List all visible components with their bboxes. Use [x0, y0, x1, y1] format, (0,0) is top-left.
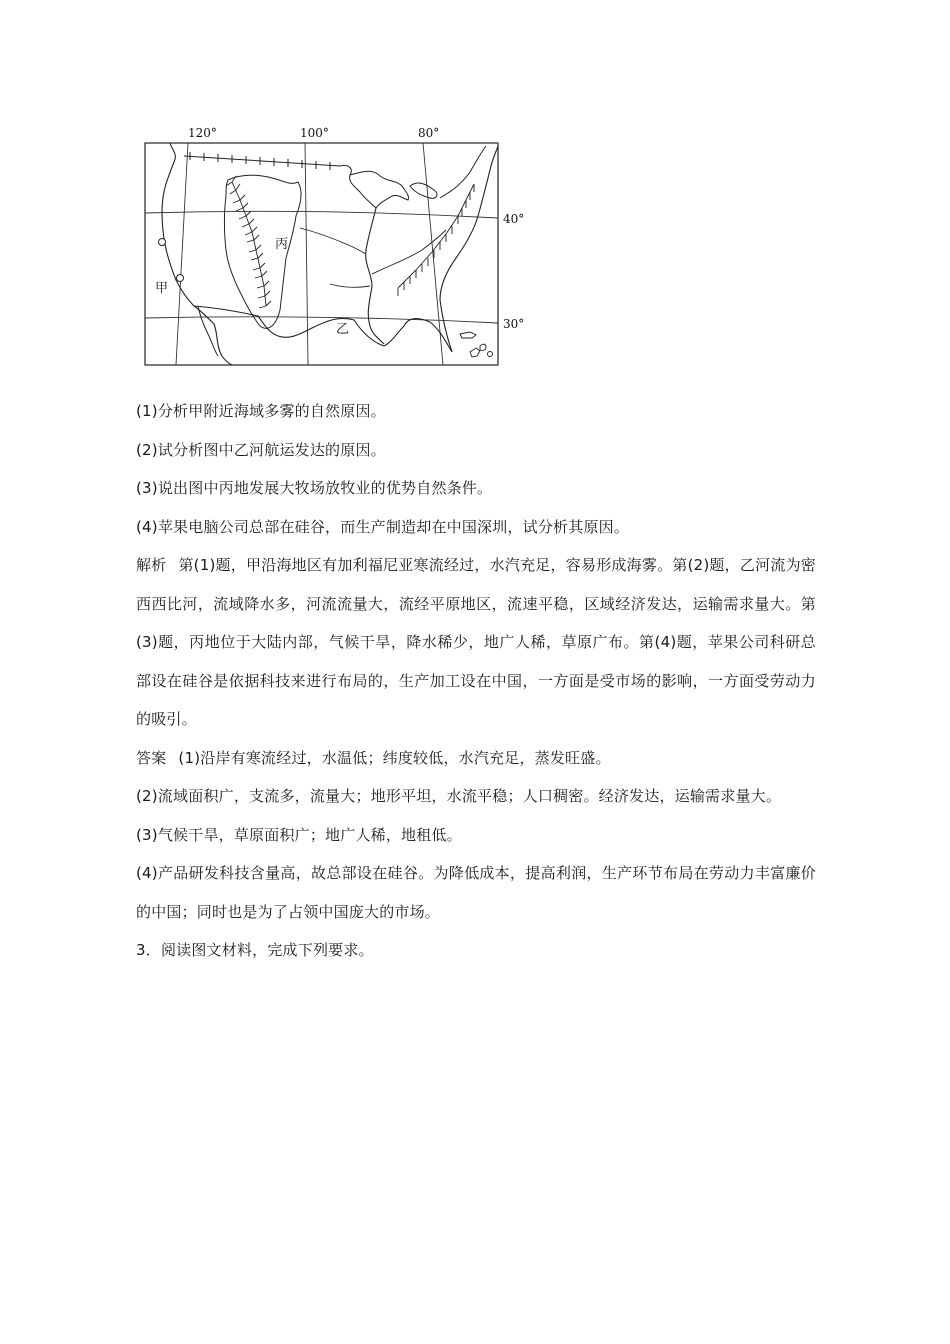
content-text: [136, 392, 816, 970]
lat-label-40: 40°: [503, 212, 525, 226]
map-frame: [145, 143, 498, 365]
city-marker-1: [159, 239, 166, 246]
island-3: [480, 344, 486, 350]
question-2: (2)试分析图中乙河航运发达的原因。: [136, 440, 386, 459]
analysis-paragraph: [136, 546, 816, 739]
map-figure: [140, 120, 540, 370]
next-question: 3．阅读图文材料，完成下列要求。: [136, 941, 374, 959]
southern-coastline: [194, 306, 452, 352]
arkansas-river: [330, 284, 370, 287]
mississippi-river: [366, 208, 384, 344]
answer-item-4: (4)产品研发科技含量高，故总部设在硅谷。为降低成本，提高利润，生产环节布局在劳动力丰富廉价的中国；同时也是为了占领中国庞大的市场。: [136, 864, 816, 921]
parallel-30: [145, 317, 498, 323]
appalachian-mountains: [398, 184, 474, 296]
plateau-outline: [225, 175, 302, 328]
great-lakes: [350, 171, 409, 208]
st-lawrence: [440, 146, 486, 198]
lat-label-30: 30°: [503, 317, 525, 331]
border-to-lakes: [340, 165, 351, 175]
meridian-120: [176, 143, 188, 365]
answer-item-3: (3)气候干旱，草原面积广；地广人稀，地租低。: [136, 825, 462, 844]
answer-label: 答案: [136, 748, 167, 767]
city-marker-2: [177, 275, 184, 282]
question-4: (4)苹果电脑公司总部在硅谷，而生产制造却在中国深圳，试分析其原因。: [136, 517, 630, 536]
lon-label-120: 120°: [188, 126, 217, 140]
answer-item-2: (2)流域面积广，支流多，流量大；地形平坦，水流平稳；人口稠密。经济发达，运输需求量大。: [136, 787, 782, 805]
question-3: (3)说出图中丙地发展大牧场放牧业的优势自然条件。: [136, 479, 493, 497]
answer-item-1: [136, 739, 816, 778]
rocky-mountains: [226, 176, 271, 308]
label-jia: 甲: [155, 281, 169, 296]
parallel-40: [145, 211, 498, 218]
island-2: [470, 348, 480, 357]
island-1: [460, 332, 476, 338]
west-coastline: [162, 143, 232, 365]
baja-peninsula: [198, 306, 218, 356]
label-yi: 乙: [336, 322, 350, 337]
north-america-map: [140, 120, 540, 370]
meridian-80: [423, 143, 443, 365]
question-1: (1)分析甲附近海域多雾的自然原因。: [136, 402, 386, 420]
missouri-river: [300, 228, 366, 254]
ohio-river: [372, 230, 446, 274]
label-bing: 丙: [275, 237, 289, 252]
island-4: [488, 352, 493, 357]
analysis-text: 第(1)题，甲沿海地区有加利福尼亚寒流经过，水汽充足，容易形成海雾。第(2)题，乙河流为密西西比河，流域降水多，河流流量大，流经平原地区，流速平稳，区域经济发达，运输需求量大。第(3)题，丙地位于大陆内部，气候干旱，降水稀少，地广人稀，草原广布。第(4)题，苹果公司科研总部设在硅谷是依据科技来进行布局的，生产加工设在中国，一方面是受市场的影响，一方面受劳动力的吸引。: [136, 556, 816, 728]
analysis-label: 解析: [136, 556, 167, 574]
lake-erie-ontario: [410, 183, 437, 198]
lon-label-100: 100°: [300, 126, 329, 140]
lon-label-80: 80°: [418, 126, 440, 140]
canada-us-border: [184, 152, 340, 170]
answer-text-1: (1)沿岸有寒流经过，水温低；纬度较低，水汽充足，蒸发旺盛。: [178, 748, 611, 767]
